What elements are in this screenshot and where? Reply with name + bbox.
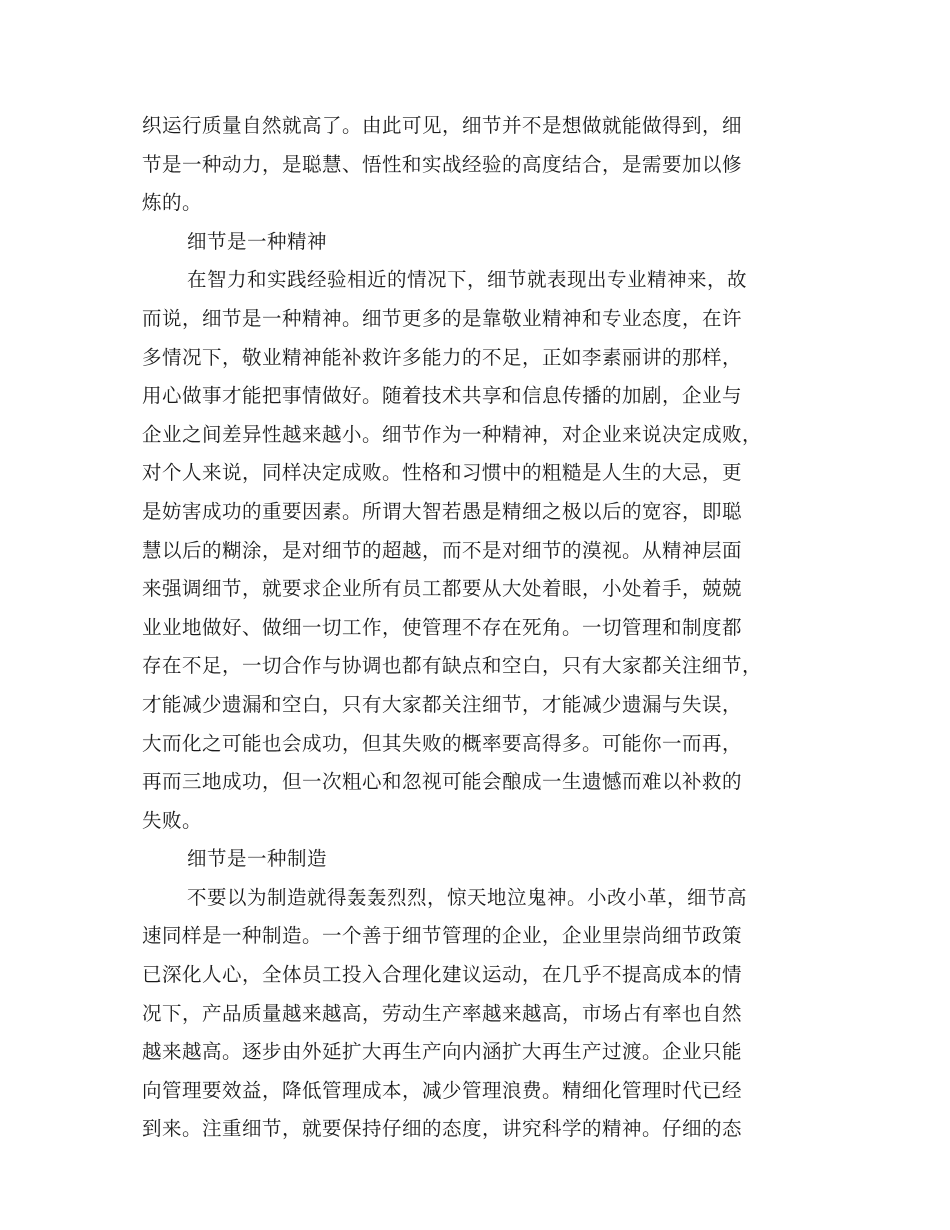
text-line: 存在不足，一切合作与协调也都有缺点和空白，只有大家都关注细节，: [142, 654, 763, 678]
text-line: 是妨害成功的重要因素。所谓大智若愚是精细之极以后的宽容，即聪: [142, 499, 743, 523]
text-line: 才能减少遗漏和空白，只有大家都关注细节，才能减少遗漏与失误，: [142, 692, 743, 716]
text-line: 到来。注重细节，就要保持仔细的态度，讲究科学的精神。仔细的态: [142, 1117, 743, 1141]
section-creation-paragraph: [142, 879, 800, 1149]
text-line: 速同样是一种制造。一个善于细节管理的企业，企业里崇尚细节政策: [142, 924, 743, 948]
text-line: 再而三地成功，但一次粗心和忽视可能会酿成一生遗憾而难以补救的: [142, 770, 743, 794]
document-page: [142, 107, 800, 1149]
text-line: 慧以后的糊涂，是对细节的超越，而不是对细节的漠视。从精神层面: [142, 538, 743, 562]
text-line: 来强调细节，就要求企业所有员工都要从大处着眼，小处着手，兢兢: [142, 577, 743, 601]
section-spirit-paragraph: [142, 261, 800, 840]
section-heading-spirit: 细节是一种精神: [187, 229, 328, 253]
text-line: 向管理要效益，降低管理成本，减少管理浪费。精细化管理时代已经: [142, 1078, 743, 1102]
text-line: 已深化人心，全体员工投入合理化建议运动，在几乎不提高成本的情: [142, 963, 743, 987]
text-line: 不要以为制造就得轰轰烈烈，惊天地泣鬼神。小改小革，细节高: [187, 885, 748, 909]
section-heading-creation: 细节是一种制造: [187, 847, 328, 871]
text-line: 企业之间差异性越来越小。细节作为一种精神，对企业来说决定成败，: [142, 422, 763, 446]
text-line: 织运行质量自然就高了。由此可见，细节并不是想做就能做得到，细: [142, 114, 743, 137]
text-line: 在智力和实践经验相近的情况下，细节就表现出专业精神来，故: [187, 268, 748, 292]
text-line: 炼的。: [142, 191, 203, 215]
text-line: 况下，产品质量越来越高，劳动生产率越来越高，市场占有率也自然: [142, 1001, 743, 1025]
text-line: 对个人来说，同样决定成败。性格和习惯中的粗糙是人生的大忌，更: [142, 461, 743, 485]
text-line: 业业地做好、做细一切工作，使管理不存在死角。一切管理和制度都: [142, 615, 743, 639]
text-line: 节是一种动力，是聪慧、悟性和实战经验的高度结合，是需要加以修: [142, 152, 743, 176]
intro-paragraph: [142, 107, 800, 223]
text-line: 多情况下，敬业精神能补救许多能力的不足，正如李素丽讲的那样，: [142, 345, 743, 369]
text-line: 用心做事才能把事情做好。随着技术共享和信息传播的加剧，企业与: [142, 384, 743, 408]
text-line: 大而化之可能也会成功，但其失败的概率要高得多。可能你一而再，: [142, 731, 743, 755]
text-line: 失败。: [142, 808, 203, 832]
text-line: 而说，细节是一种精神。细节更多的是靠敬业精神和专业态度，在许: [142, 306, 743, 330]
text-line: 越来越高。逐步由外延扩大再生产向内涵扩大再生产过渡。企业只能: [142, 1040, 743, 1064]
